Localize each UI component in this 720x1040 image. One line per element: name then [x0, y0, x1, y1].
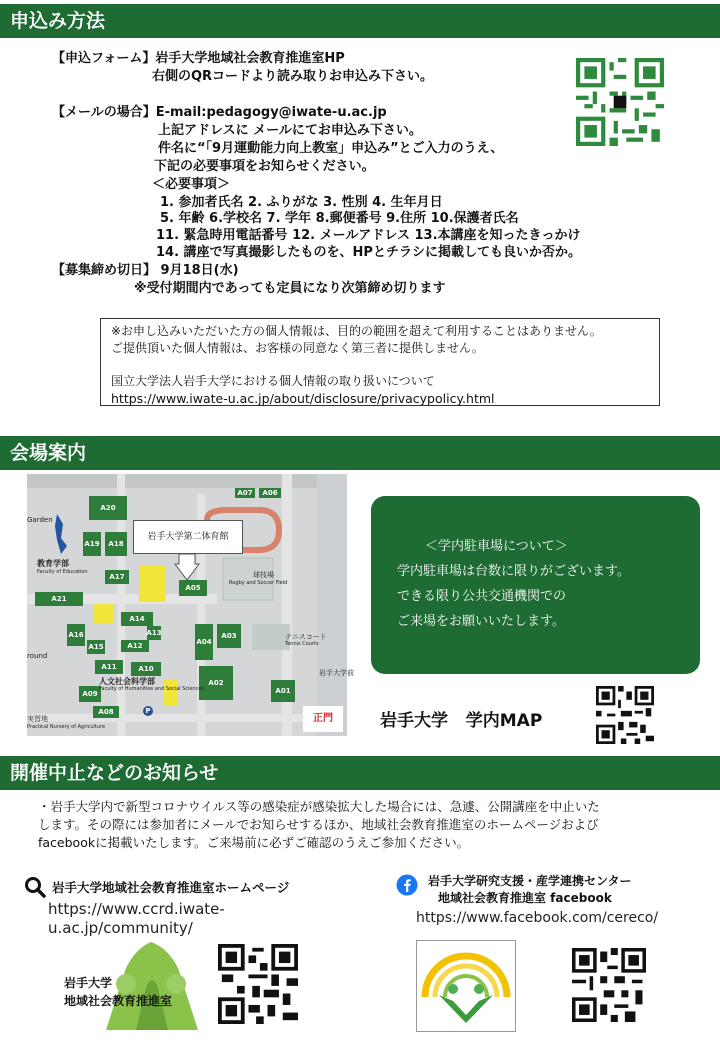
label-tennis: テニスコート [285, 633, 327, 641]
privacy-notice-box [100, 318, 660, 406]
parking-line-1: 学内駐車場は台数に限りがございます。 [397, 564, 630, 579]
building-a15: A15 [87, 640, 105, 654]
section-header-venue: 会場案内 [0, 436, 720, 470]
rainbow-people-logo-icon [417, 941, 515, 1031]
cancel-notice [38, 798, 678, 852]
hp-url-line-2[interactable]: u.ac.jp/community/ [48, 919, 193, 937]
building-a20: A20 [89, 496, 127, 520]
logo-text-2: 地域社会教育推進室 [64, 994, 173, 1008]
highlight-area-2 [139, 566, 165, 602]
building-a18: A18 [105, 532, 127, 556]
privacy-line-2: ご提供頂いた個人情報は、お客様の同意なく第三者に提供しません。 [111, 341, 484, 355]
section-header-apply: 申込み方法 [0, 4, 720, 38]
highlight-area-3 [163, 680, 177, 706]
label-ground: round [27, 652, 48, 660]
apply-qr-code-icon [576, 58, 664, 146]
building-a08: A08 [93, 706, 119, 718]
building-a21: A21 [35, 592, 83, 606]
fb-label-1: 岩手大学研究支援・産学連携センター [428, 874, 632, 888]
facebook-icon [396, 874, 418, 896]
building-a16: A16 [67, 624, 85, 646]
label-bus: 岩手大学前 [319, 669, 354, 677]
label-edu: 教育学部 [37, 559, 69, 568]
mail-label: 【メールの場合】E-mail:pedagogy@iwate-u.ac.jp [52, 105, 387, 120]
tree-logo-icon [96, 938, 206, 1030]
privacy-line-1: ※お申し込みいただいた方の個人情報は、目的の範囲を超えて利用することはありません。 [111, 324, 602, 338]
required-items-3: 11. 緊急時用電話番号 12. メールアドレス 13.本講座を知ったきっかけ [156, 228, 581, 243]
label-hum-en: Faculty of Humanities and Social Sciences [99, 686, 205, 692]
building-a17: A17 [105, 570, 129, 584]
label-agri: 実習地 [27, 715, 48, 723]
building-a06: A06 [259, 488, 281, 498]
deadline: 【募集締め切日】 9月18日(水) [52, 263, 239, 278]
building-a10: A10 [131, 662, 161, 676]
building-a04: A04 [195, 624, 213, 660]
label-field: 球技場 [253, 571, 274, 579]
building-a19: A19 [83, 532, 101, 556]
hp-label: 岩手大学地域社会教育推進室ホームページ [52, 880, 290, 895]
parking-info-box [371, 496, 700, 674]
building-a11: A11 [95, 660, 123, 674]
label-field-en: Rugby and Soccer Field [229, 580, 288, 586]
map-callout-gym: 岩手大学第二体育館 [133, 520, 243, 554]
label-tennis-en: Tennis Courts [285, 641, 319, 647]
required-items-2: 5. 年齢 6.学校名 7. 学年 8.郵便番号 9.住所 10.保護者氏名 [160, 211, 519, 226]
campus-map [27, 474, 354, 736]
mail-desc-3: 下記の必要事項をお知らせください。 [154, 159, 375, 174]
qr-code-graphic [596, 686, 654, 744]
mail-desc-1: 上記アドレスに メールにてお申込み下さい。 [158, 123, 422, 138]
label-edu-en: Faculty of Education [37, 569, 88, 575]
qr-code-graphic [218, 944, 298, 1024]
fb-label-2: 地域社会教育推進室 facebook [438, 891, 612, 905]
required-items-4: 14. 講座で写真撮影したものを、HPとチラシに掲載しても良いか否か。 [156, 245, 581, 260]
search-icon [24, 876, 46, 898]
callout-arrow-icon [175, 554, 199, 580]
parking-title: ＜学内駐車場について＞ [425, 539, 568, 554]
map-qr-code-icon [596, 686, 654, 744]
building-a02: A02 [199, 666, 233, 700]
building-a12: A12 [121, 640, 149, 652]
fb-qr-code-icon [572, 948, 646, 1022]
building-a01: A01 [271, 680, 295, 702]
qr-code-graphic [572, 948, 646, 1022]
building-a05: A05 [179, 580, 207, 596]
form-description: 右側のQRコードより読み取りお申込み下さい。 [152, 69, 434, 84]
parking-line-3: ご来場をお願いいたします。 [397, 614, 565, 629]
parking-marker-icon: P [143, 706, 153, 716]
logo-text-1: 岩手大学 [64, 976, 113, 990]
label-garden: Garden [27, 516, 53, 524]
deadline-note: ※受付期間内であっても定員になり次第締め切ります [134, 281, 446, 296]
section-header-cancel: 開催中止などのお知らせ [0, 756, 720, 790]
label-agri-en: Practical Nursery of Agriculture [27, 724, 106, 730]
building-a03: A03 [217, 624, 241, 648]
notice-line-1: ・岩手大学内で新型コロナウイルス等の感染症が感染拡大した場合には、急遽、公開講座を中止いた [38, 799, 600, 814]
building-a07: A07 [235, 488, 255, 498]
building-a09: A09 [79, 686, 101, 702]
map-title: 岩手大学 学内MAP [380, 711, 543, 731]
hp-qr-code-icon [218, 944, 298, 1024]
privacy-url[interactable]: https://www.iwate-u.ac.jp/about/disclosure/privacypolicy.html [111, 391, 495, 406]
mail-desc-2: 件名に“「9月運動能力向上教室」申込み”とご入力のうえ、 [158, 141, 504, 156]
center-logo [416, 940, 516, 1032]
required-title: ＜必要事項＞ [152, 177, 231, 192]
building-a14: A14 [121, 612, 153, 626]
notice-line-2: します。その際には参加者にメールでお知らせするほか、地域社会教育推進室のホームページおよび [38, 817, 599, 832]
hp-url-line-1[interactable]: https://www.ccrd.iwate- [48, 900, 225, 918]
community-logo [56, 938, 206, 1030]
fb-url[interactable]: https://www.facebook.com/cereco/ [416, 910, 659, 926]
parking-line-2: できる限り公共交通機関での [397, 589, 567, 604]
building-a13: A13 [147, 626, 161, 640]
main-gate-label: 正門 [303, 706, 343, 732]
highlight-area-1 [93, 604, 113, 624]
privacy-line-3: 国立大学法人岩手大学における個人情報の取り扱いについて [111, 374, 435, 388]
form-label: 【申込フォーム】岩手大学地域社会教育推進室HP [52, 51, 345, 66]
label-hum: 人文社会科学部 [99, 677, 155, 686]
required-items-1: 1. 参加者氏名 2. ふりがな 3. 性別 4. 生年月日 [160, 195, 443, 210]
qr-code-graphic [576, 58, 664, 146]
notice-line-3: facebookに掲載いたします。ご来場前に必ずご確認のうえご参加ください。 [38, 835, 470, 850]
